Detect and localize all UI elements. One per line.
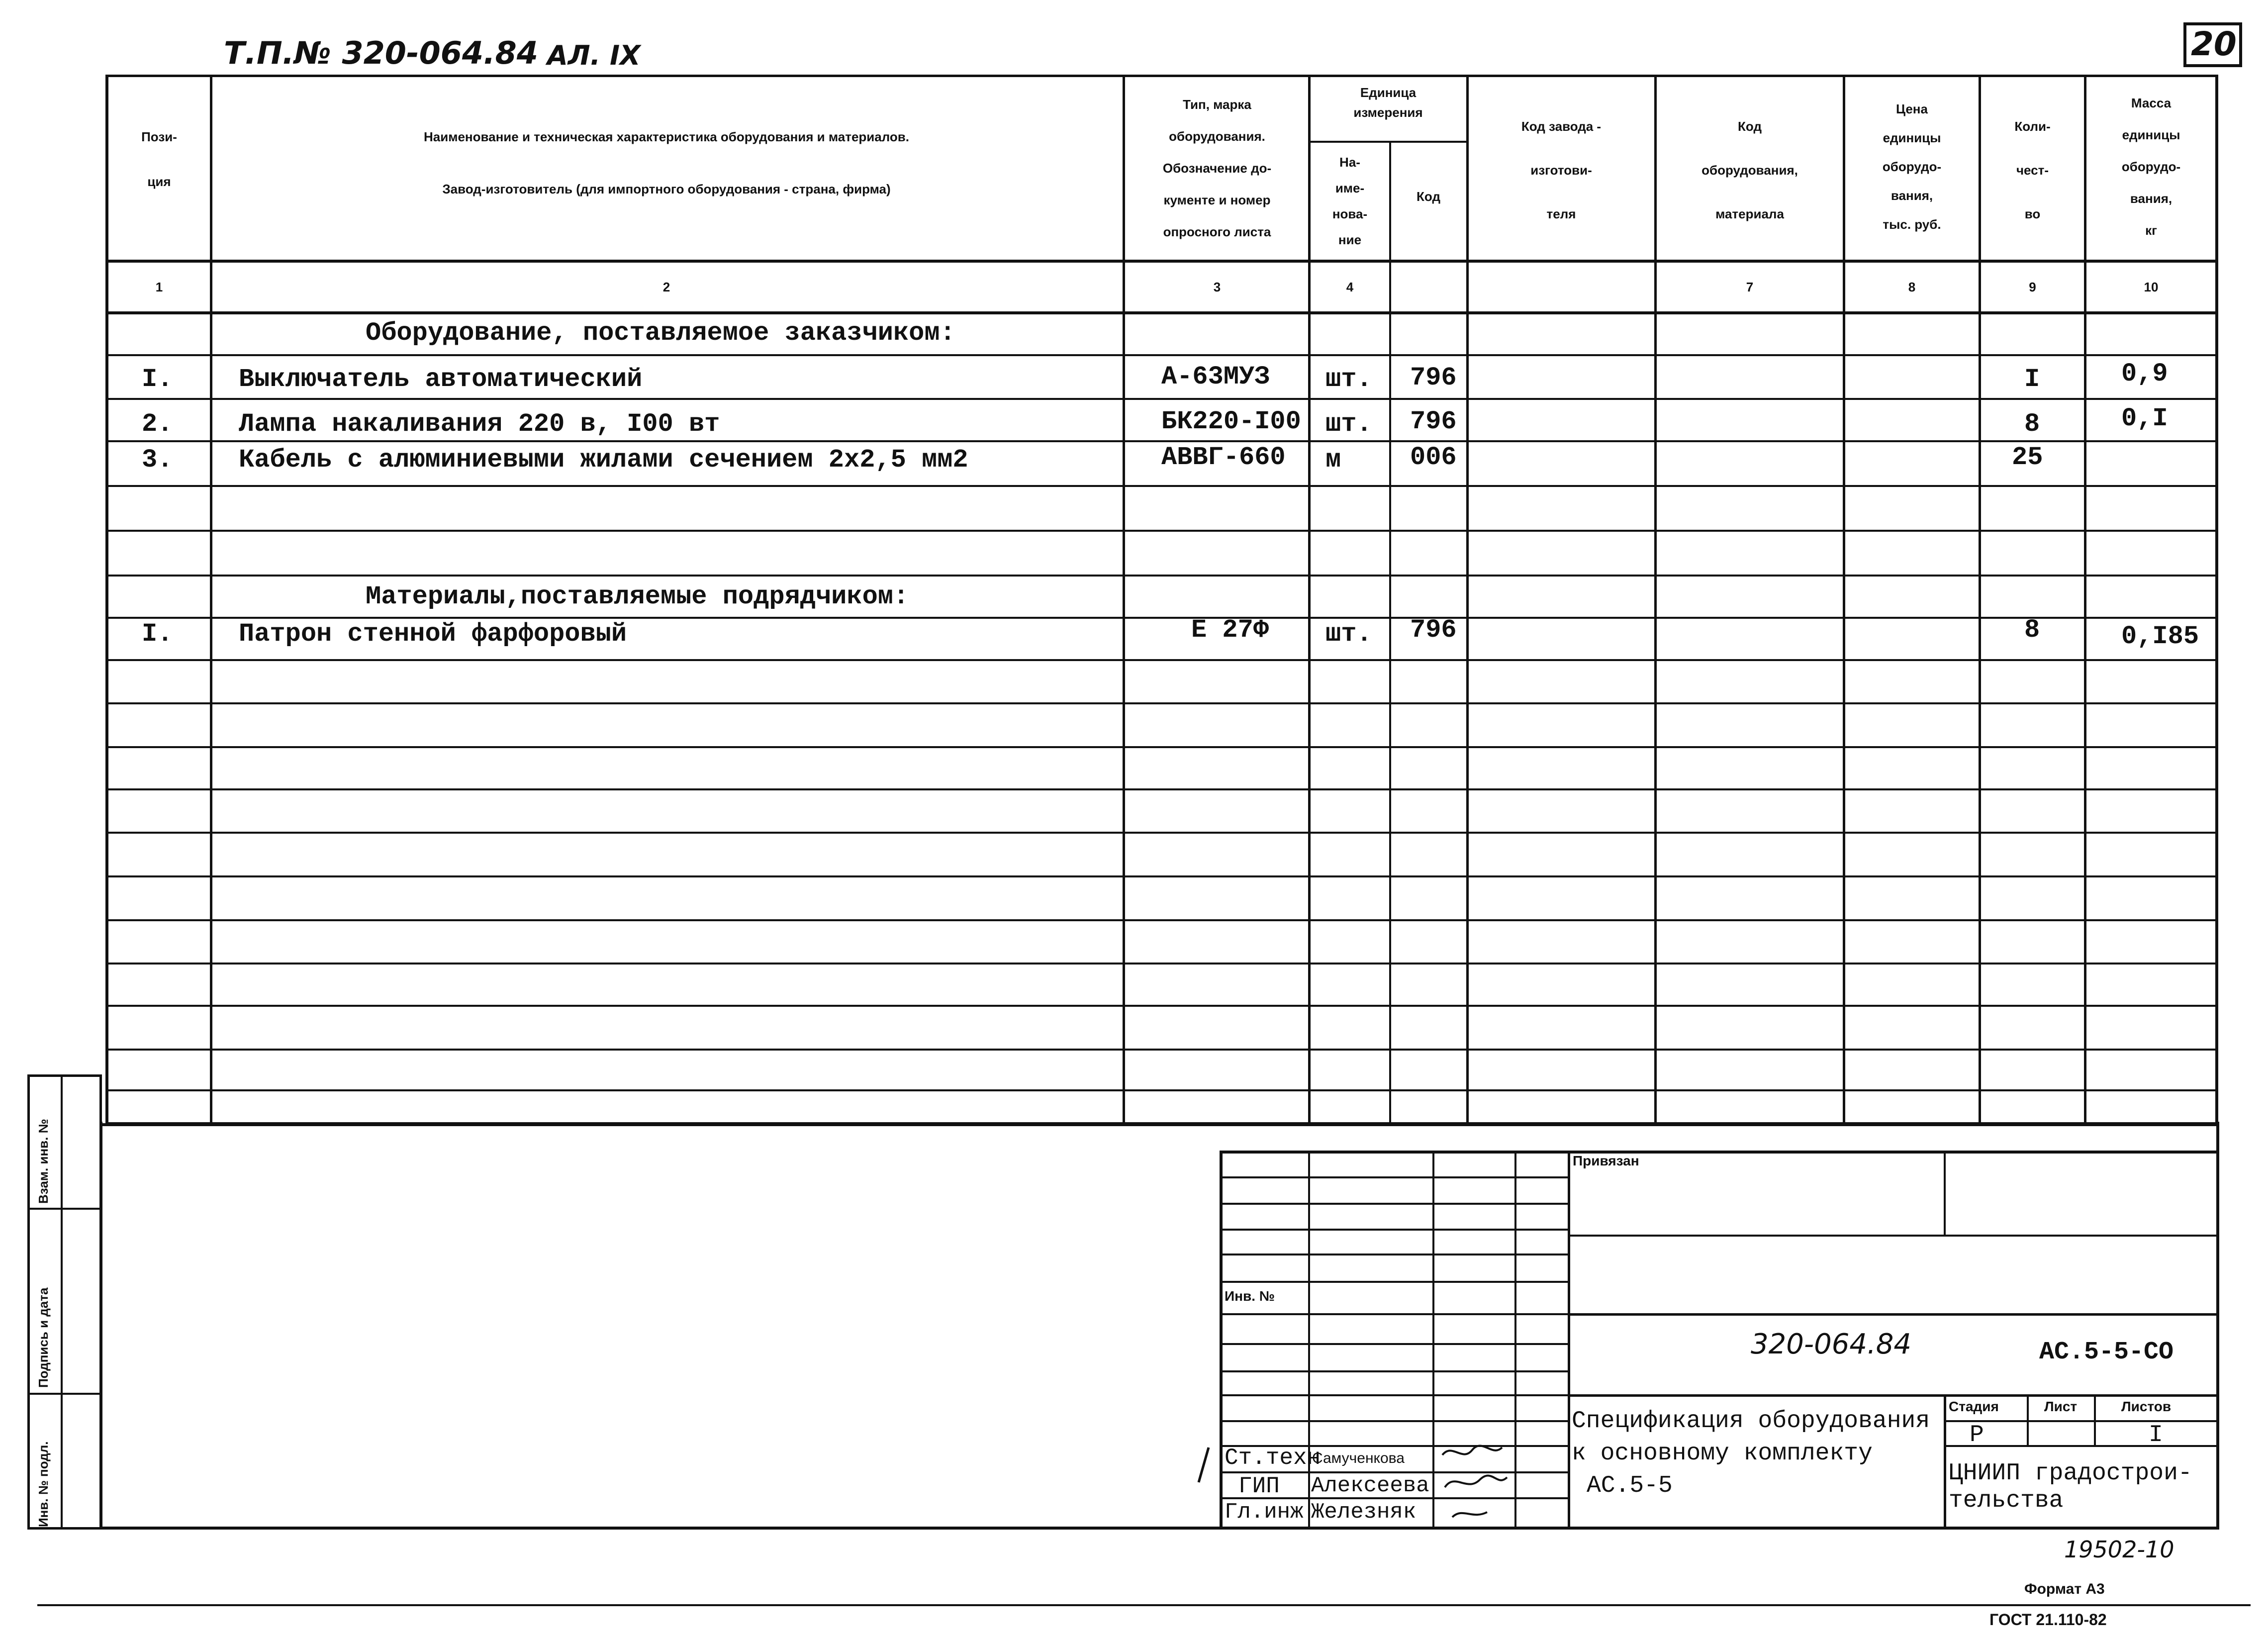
page-number: 20 — [2191, 25, 2237, 63]
colnum-3: 3 — [1213, 280, 1221, 294]
gost-label: ГОСТ 21.110-82 — [1989, 1611, 2107, 1629]
header-unit-mass: Масса единицы оборудо- вания, кг — [2121, 96, 2181, 238]
title-block-row-line — [1220, 1176, 1568, 1178]
header-quantity: Коли- чест- во — [2014, 119, 2051, 221]
row-line — [105, 530, 2218, 532]
row-line — [105, 788, 2218, 790]
tb-doc-number: 320-064.84 — [1751, 1328, 1912, 1360]
row1-unit: шт. — [1325, 365, 1372, 394]
handwritten-number: 19502-10 — [2064, 1536, 2174, 1563]
row-line — [105, 963, 2218, 964]
tb-vline — [1944, 1151, 1946, 1236]
tb-name-3: Железняк — [1311, 1500, 1417, 1525]
album-label: АЛ. IX — [547, 40, 641, 71]
header-factory-code: Код завода - изготови- теля — [1521, 119, 1602, 221]
side-stamp-vzam: Взам. инв. № — [36, 1119, 51, 1204]
row-line — [105, 1049, 2218, 1051]
row4-type: Е 27Ф — [1191, 615, 1269, 645]
header-bottom-line — [105, 260, 2218, 263]
header-name-line1: Наименование и техническая характеристика оборудования и материалов. — [423, 129, 909, 144]
side-stamp-inv: Инв. № подл. — [36, 1441, 51, 1527]
tb-vline — [2027, 1394, 2029, 1446]
tb-privyazan: Привязан — [1573, 1153, 1639, 1168]
row4-qty: 8 — [2024, 615, 2040, 645]
tb-sheets: I — [2149, 1422, 2163, 1448]
tb-vline — [1944, 1394, 1946, 1530]
header-subline — [1308, 141, 1467, 143]
tb-hline — [1944, 1445, 2219, 1447]
row4-mass: 0,I85 — [2121, 622, 2199, 651]
row1-type: А-63МУЗ — [1161, 362, 1270, 391]
row1-name: Выключатель автоматический — [239, 365, 643, 394]
row2-type: БК220-I00 — [1161, 407, 1301, 436]
row-line — [105, 575, 2218, 577]
row-line — [105, 1005, 2218, 1007]
colnum-1: 1 — [155, 280, 163, 294]
row2-unit: шт. — [1325, 409, 1372, 439]
row-line — [105, 1089, 2218, 1091]
colnum-7: 7 — [1746, 280, 1754, 294]
colnum-4: 4 — [1346, 280, 1354, 294]
row4-unit: шт. — [1325, 619, 1372, 649]
tb-role-2: ГИП — [1238, 1473, 1280, 1499]
format-label: Формат А3 — [2024, 1581, 2105, 1597]
row-line — [105, 875, 2218, 877]
tb-sheet-label: Лист — [2044, 1399, 2078, 1414]
side-stamp-line — [27, 1208, 102, 1210]
tb-title-line2: к основному комплекту — [1572, 1440, 1873, 1467]
side-stamp-col — [61, 1074, 63, 1530]
colnum-10: 10 — [2144, 280, 2159, 294]
row-line — [105, 702, 2218, 704]
row-line — [105, 746, 2218, 748]
title-block-row-line — [1220, 1394, 1568, 1396]
row1-pos: I. — [142, 365, 173, 394]
row1-qty: I — [2024, 365, 2040, 394]
col-line — [210, 75, 212, 1125]
title-block-row-line — [1220, 1229, 1568, 1231]
title-block-row-line — [1220, 1343, 1568, 1345]
tb-title-line1: Спецификация оборудования — [1572, 1408, 1930, 1435]
title-block-row-line — [1220, 1203, 1568, 1205]
row-line — [105, 485, 2218, 487]
row-line — [105, 440, 2218, 442]
row-line — [105, 398, 2218, 400]
row4-name: Патрон стенной фарфоровый — [239, 619, 627, 649]
row3-code: 006 — [1410, 443, 1457, 472]
tb-sheet-code: АС.5-5-СО — [2039, 1338, 2174, 1366]
col-line — [1389, 141, 1391, 1125]
tb-name-2: Алексеева — [1311, 1473, 1429, 1498]
tb-org-line2: тельства — [1949, 1487, 2064, 1514]
row4-pos: I. — [142, 619, 173, 649]
tb-title-line3: АС.5-5 — [1587, 1472, 1673, 1499]
row2-mass: 0,I — [2121, 404, 2168, 433]
row3-name: Кабель с алюминиевыми жилами сечением 2х2,5 мм2 — [239, 445, 968, 475]
row4-code: 796 — [1410, 615, 1457, 645]
tb-vline — [2094, 1394, 2096, 1446]
tb-org-line1: ЦНИИП градострои- — [1949, 1460, 2192, 1487]
colnum-8: 8 — [1908, 280, 1916, 294]
row2-code: 796 — [1410, 407, 1457, 436]
tb-vline — [1568, 1151, 1570, 1530]
header-unit-name: На- име- нова- ние — [1332, 155, 1368, 247]
title-block-row-line — [1220, 1420, 1568, 1422]
row3-unit: м — [1325, 445, 1341, 475]
header-equipment-code: Код оборудования, материала — [1701, 119, 1798, 221]
row3-pos: 3. — [142, 445, 173, 475]
header-unit-price: Цена единицы оборудо- вания, тыс. руб. — [1882, 101, 1942, 232]
signature-scribbles — [1432, 1433, 1517, 1527]
row-line — [105, 919, 2218, 921]
row3-qty: 25 — [2012, 443, 2043, 472]
colnum-9: 9 — [2029, 280, 2036, 294]
title-block-row-line — [1220, 1370, 1568, 1372]
header-name-line2: Завод-изготовитель (для импортного оборудования - страна, фирма) — [442, 182, 891, 196]
colnum-bottom-line — [105, 311, 2218, 314]
tb-stage-label: Стадия — [1949, 1399, 1999, 1414]
section-customer: Оборудование, поставляемое заказчиком: — [366, 318, 955, 348]
header-position: Пози- ция — [141, 129, 177, 189]
tb-hline — [1568, 1235, 2219, 1237]
row1-mass: 0,9 — [2121, 359, 2168, 388]
doc-reference: Т.П.№ 320-064.84 — [224, 35, 538, 71]
title-block-row-line — [1220, 1253, 1568, 1255]
row-line — [105, 354, 2218, 356]
row3-type: АВВГ-660 — [1161, 443, 1286, 472]
row2-qty: 8 — [2024, 409, 2040, 439]
header-type: Тип, марка оборудования. Обозначение до- кументе и номер опросного листа — [1162, 97, 1272, 239]
tb-hline — [1944, 1420, 2219, 1422]
colnum-2: 2 — [662, 280, 670, 294]
row1-code: 796 — [1410, 363, 1457, 392]
row2-pos: 2. — [142, 409, 173, 439]
tb-hline — [1568, 1394, 2219, 1397]
row-line — [105, 832, 2218, 834]
side-stamp-line — [27, 1393, 102, 1395]
bottom-rule — [37, 1604, 2251, 1606]
row-line — [105, 659, 2218, 661]
side-stamp-podpis: Подпись и дата — [36, 1287, 51, 1388]
title-block-row-line — [1220, 1313, 1568, 1315]
margin-mark — [1194, 1445, 1214, 1485]
tb-role-1: Ст.техн — [1225, 1445, 1321, 1471]
row-line — [105, 617, 2218, 619]
tb-hline — [1568, 1313, 2219, 1316]
title-block-row-line — [1220, 1281, 1568, 1283]
tb-role-3: Гл.инж — [1225, 1500, 1304, 1525]
tb-sheets-label: Листов — [2121, 1399, 2172, 1414]
section-contractor: Материалы,поставляемые подрядчиком: — [366, 582, 909, 611]
header-unit-group: Единица измерения — [1353, 85, 1423, 120]
header-unit-code: Код — [1417, 189, 1440, 204]
tb-inv-no: Инв. № — [1225, 1288, 1275, 1304]
tb-stage: Р — [1970, 1422, 1984, 1448]
row2-name: Лампа накаливания 220 в, I00 вт — [239, 409, 720, 439]
tb-name-1: Самученкова — [1312, 1450, 1405, 1466]
